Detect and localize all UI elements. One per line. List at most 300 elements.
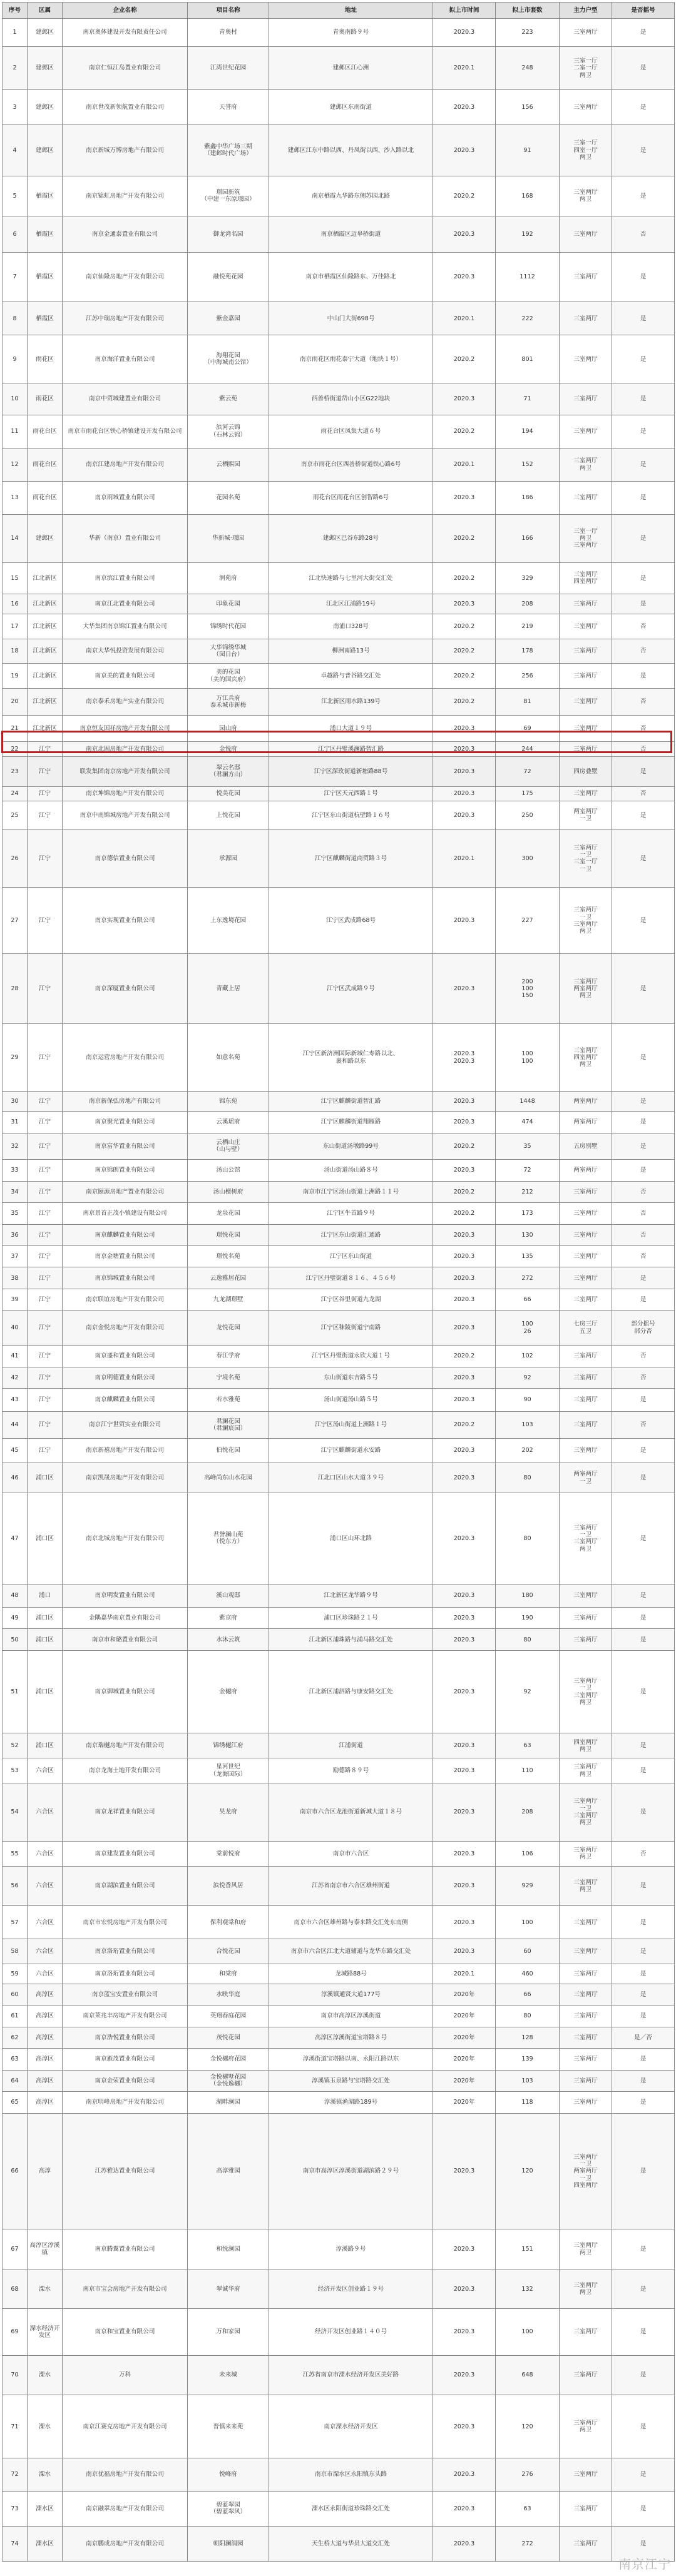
cell-firm: 南京麒麟置业有限公司 xyxy=(63,1224,188,1245)
table-row xyxy=(3,1650,675,1733)
cell-no: 15 xyxy=(3,562,28,594)
cell-proj: 万和家园 xyxy=(188,2309,269,2355)
cell-dist: 浦口区 xyxy=(28,1650,63,1733)
col-addr: 地址 xyxy=(269,3,433,19)
cell-no: 3 xyxy=(3,90,28,125)
cell-lot: 是 xyxy=(612,481,675,514)
cell-num: 66 xyxy=(496,1289,560,1310)
cell-num: 71 xyxy=(496,383,560,415)
cell-addr: 淳溪镇渔湖路189号 xyxy=(269,2092,433,2113)
cell-dist: 江宁 xyxy=(28,829,63,888)
cell-time: 2020年 xyxy=(433,2027,496,2048)
cell-proj: 龙悦花园 xyxy=(188,1311,269,1346)
cell-no: 27 xyxy=(3,888,28,954)
cell-type: 三室两厅 xyxy=(560,1267,612,1289)
cell-proj: 大华锦绣华城 （园日台） xyxy=(188,639,269,664)
cell-lot: 是 xyxy=(612,664,675,689)
cell-num: 1112 xyxy=(496,252,560,302)
cell-firm: 南京富华置业有限公司 xyxy=(63,1133,188,1159)
cell-lot: 否 xyxy=(612,1367,675,1388)
cell-no: 6 xyxy=(3,216,28,252)
cell-lot: 是 xyxy=(612,19,675,47)
cell-time: 2020.3 xyxy=(433,216,496,252)
cell-firm: 万科 xyxy=(63,2355,188,2395)
cell-firm: 南京运营房地产开发有限公司 xyxy=(63,1023,188,1092)
cell-type: 三室两厅 两卫 xyxy=(560,176,612,216)
cell-addr: 江北快速路与七里河大街交汇处 xyxy=(269,562,433,594)
watermark: 南京江宁 xyxy=(618,2557,671,2572)
cell-time: 2020.3 xyxy=(433,1267,496,1289)
cell-time: 2020.1 xyxy=(433,302,496,335)
cell-addr: 南京溧水经济开发区 xyxy=(269,2395,433,2458)
cell-firm: 南京美的置业有限公司 xyxy=(63,664,188,689)
cell-type: 三室两厅 xyxy=(560,2027,612,2048)
cell-lot: 是 xyxy=(612,1463,675,1493)
cell-type: 三室两厅 两卫 xyxy=(560,448,612,481)
cell-addr: 南京栖霞九华路东侧苏园北路 xyxy=(269,176,433,216)
table-row xyxy=(3,2113,675,2229)
cell-type: 三室两厅 xyxy=(560,1584,612,1607)
table-row xyxy=(3,1758,675,1783)
cell-num: 173 xyxy=(496,1203,560,1224)
cell-no: 41 xyxy=(3,1346,28,1367)
cell-lot: 是 xyxy=(612,1758,675,1783)
cell-firm: 南京北固房地产开发有限公司 xyxy=(63,741,188,756)
table-row xyxy=(3,1023,675,1092)
cell-dist: 高淳区 xyxy=(28,1984,63,2005)
cell-firm: 南京市宏悦房地产开发有限公司 xyxy=(63,1906,188,1939)
cell-addr: 江北新区龙华路９号 xyxy=(269,1584,433,1607)
table-row xyxy=(3,252,675,302)
table-row xyxy=(3,1607,675,1628)
cell-time: 2020.3 xyxy=(433,1112,496,1133)
cell-num: 130 xyxy=(496,1224,560,1245)
cell-num: 100 26 xyxy=(496,1311,560,1346)
cell-firm: 南京江赛克房地产开发有限公司 xyxy=(63,2395,188,2458)
cell-type: 三室两厅 xyxy=(560,2092,612,2113)
cell-time: 2020.3 xyxy=(433,1389,496,1412)
cell-num: 128 xyxy=(496,2027,560,2048)
cell-num: 329 xyxy=(496,562,560,594)
cell-lot: 是 xyxy=(612,1733,675,1758)
cell-num: 168 xyxy=(496,176,560,216)
table-row xyxy=(3,2006,675,2027)
cell-no: 43 xyxy=(3,1389,28,1412)
cell-dist: 江北新区 xyxy=(28,562,63,594)
cell-firm: 南京大华悦投资发展有限公司 xyxy=(63,639,188,664)
cell-num: 248 xyxy=(496,47,560,90)
cell-proj: 悦美花园 xyxy=(188,786,269,801)
cell-lot: 否 xyxy=(612,1224,675,1245)
cell-lot: 是 xyxy=(612,1438,675,1463)
cell-type: 三室两厅 xyxy=(560,1389,612,1412)
cell-time: 2020.3 xyxy=(433,888,496,954)
cell-dist: 雨花区 xyxy=(28,335,63,383)
cell-dist: 高淳 xyxy=(28,2113,63,2229)
cell-dist: 江宁 xyxy=(28,1246,63,1267)
cell-addr: 经济开发区创业路１９号 xyxy=(269,2269,433,2309)
cell-addr: 青奥南路９号 xyxy=(269,19,433,47)
cell-proj: 英翔春庭花园 xyxy=(188,2006,269,2027)
cell-type: 三室两厅 两卫 xyxy=(560,2395,612,2458)
cell-lot: 是 xyxy=(612,1112,675,1133)
cell-time: 2020.3 xyxy=(433,1092,496,1112)
cell-proj: 溪山观邸 xyxy=(188,1584,269,1607)
cell-lot: 是 xyxy=(612,562,675,594)
cell-time: 2020年 xyxy=(433,2070,496,2091)
cell-dist: 雨花台区 xyxy=(28,415,63,448)
cell-type: 三室两厅 xyxy=(560,1367,612,1388)
table-row xyxy=(3,614,675,639)
cell-firm: 南京新禧房地产开发有限公司 xyxy=(63,1438,188,1463)
cell-lot: 否 xyxy=(612,689,675,715)
cell-dist: 浦口 xyxy=(28,1584,63,1607)
cell-type: 三室两厅 xyxy=(560,664,612,689)
cell-num: 92 xyxy=(496,1367,560,1388)
cell-firm: 南京新城万博房地产有限公司 xyxy=(63,124,188,176)
cell-type: 三室两厅 xyxy=(560,1984,612,2005)
cell-dist: 溧水 xyxy=(28,2269,63,2309)
cell-firm: 南京滨江置业有限公司 xyxy=(63,562,188,594)
cell-time: 2020.2 xyxy=(433,1203,496,1224)
cell-num: 106 xyxy=(496,1841,560,1866)
table-row xyxy=(3,1866,675,1906)
cell-proj: 和悦澜园 xyxy=(188,2229,269,2269)
cell-type: 七房三厅 五卫 xyxy=(560,1311,612,1346)
cell-addr: 江北区江浦路19号 xyxy=(269,594,433,614)
table-row xyxy=(3,448,675,481)
cell-firm: 南京盛和置业有限公司 xyxy=(63,1346,188,1367)
cell-time: 2020.3 xyxy=(433,1289,496,1310)
cell-proj: 紫鑫中华广场三期 （建邺时代广场） xyxy=(188,124,269,176)
cell-proj: 棠前悦府 xyxy=(188,1841,269,1866)
table-row-highlighted xyxy=(3,756,675,786)
cell-no: 1 xyxy=(3,19,28,47)
cell-proj: 如意名苑 xyxy=(188,1023,269,1092)
table-row xyxy=(3,2355,675,2395)
cell-lot: 是 xyxy=(612,2395,675,2458)
cell-addr: 江宁区丹璧溪澜路智汇路 xyxy=(269,741,433,756)
cell-lot: 是 xyxy=(612,514,675,562)
cell-no: 20 xyxy=(3,689,28,715)
cell-lot: 是 xyxy=(612,1267,675,1289)
cell-time: 2020.3 xyxy=(433,2269,496,2309)
cell-type: 三室两厅 xyxy=(560,2309,612,2355)
cell-num: 178 xyxy=(496,639,560,664)
cell-addr: 浦口区珍珠路２１号 xyxy=(269,1607,433,1628)
cell-proj: 华新城·璟园 xyxy=(188,514,269,562)
cell-proj: 江湾世纪花园 xyxy=(188,47,269,90)
cell-num: 227 xyxy=(496,888,560,954)
cell-proj: 春江学府 xyxy=(188,1346,269,1367)
cell-firm: 南京深厦置业有限公司 xyxy=(63,954,188,1023)
cell-time: 2020.3 xyxy=(433,1463,496,1493)
cell-dist: 江宁 xyxy=(28,1267,63,1289)
cell-time: 2020.2 xyxy=(433,664,496,689)
cell-num: 103 xyxy=(496,2070,560,2091)
table-row xyxy=(3,1964,675,1984)
cell-num: 175 xyxy=(496,786,560,801)
cell-dist: 江宁 xyxy=(28,1181,63,1202)
cell-addr: 雨花台区雨花台区创智路6号 xyxy=(269,481,433,514)
cell-type: 三室一厅 两卫 三室两厅 xyxy=(560,514,612,562)
cell-firm: 南京市和璐置业有限公司 xyxy=(63,1629,188,1650)
cell-firm: 南京浩悦置业有限公司 xyxy=(63,2027,188,2048)
cell-firm: 南京新保弘房地产有限公司 xyxy=(63,1092,188,1112)
cell-type: 三室两厅 xyxy=(560,741,612,756)
cell-num: 103 xyxy=(496,1412,560,1438)
cell-type: 三室两厅 四室两厅 两卫 xyxy=(560,1023,612,1092)
cell-type: 三室两厅 两室两厅 两卫 xyxy=(560,954,612,1023)
cell-lot: 是 xyxy=(612,2049,675,2070)
cell-proj: 金悦樾墅花园 （金悦逸樾） xyxy=(188,2070,269,2091)
cell-num: 120 xyxy=(496,2113,560,2229)
cell-addr: 浦口区山环北路 xyxy=(269,1493,433,1585)
cell-firm: 南京世茂新领航置业有限公司 xyxy=(63,90,188,125)
cell-addr: 江宁区新济洲国际新城仁寿路以北、 裹和路以东 xyxy=(269,1023,433,1092)
cell-lot: 是 xyxy=(612,1964,675,1984)
table-row xyxy=(3,1984,675,2005)
cell-no: 61 xyxy=(3,2006,28,2027)
cell-dist: 江宁 xyxy=(28,1389,63,1412)
cell-dist: 江宁 xyxy=(28,1092,63,1112)
cell-time: 2020.2 xyxy=(433,1412,496,1438)
cell-proj: 印象花园 xyxy=(188,594,269,614)
cell-firm: 南京锦虹房地产开发有限公司 xyxy=(63,176,188,216)
cell-firm: 南京明峰房地产开发有限公司 xyxy=(63,2092,188,2113)
cell-type: 三室两厅 xyxy=(560,1412,612,1438)
cell-dist: 建邺区 xyxy=(28,47,63,90)
cell-lot: 否 xyxy=(612,1246,675,1267)
cell-no: 70 xyxy=(3,2355,28,2395)
cell-dist: 江宁 xyxy=(28,756,63,786)
cell-time: 2020.3 2020.3 xyxy=(433,1023,496,1092)
cell-num: 202 xyxy=(496,1438,560,1463)
table-row xyxy=(3,1092,675,1112)
cell-no: 33 xyxy=(3,1160,28,1181)
table-row xyxy=(3,888,675,954)
cell-lot: 是 xyxy=(612,90,675,125)
cell-firm: 南京仁恒江岛置业有限公司 xyxy=(63,47,188,90)
cell-lot: 是 xyxy=(612,2458,675,2492)
cell-no: 66 xyxy=(3,2113,28,2229)
cell-lot: 是 xyxy=(612,1023,675,1092)
cell-proj: 金悦府 xyxy=(188,741,269,756)
cell-no: 11 xyxy=(3,415,28,448)
cell-time: 2020.2 xyxy=(433,689,496,715)
cell-lot: 否 xyxy=(612,1412,675,1438)
cell-addr: 江宁区深玫街道新塘路88号 xyxy=(269,756,433,786)
table-row xyxy=(3,1783,675,1842)
cell-no: 51 xyxy=(3,1650,28,1733)
cell-num: 152 xyxy=(496,448,560,481)
cell-type: 三室两厅 xyxy=(560,2070,612,2091)
cell-no: 49 xyxy=(3,1607,28,1628)
cell-time: 2020年 xyxy=(433,2092,496,2113)
cell-type: 三室两厅 两卫 xyxy=(560,2269,612,2309)
cell-num: 219 xyxy=(496,614,560,639)
cell-firm: 南京锦城置业有限公司 xyxy=(63,1267,188,1289)
cell-addr: 淳溪镇玉泉路与宝塔路交汇处 xyxy=(269,2070,433,2091)
cell-num: 90 xyxy=(496,1389,560,1412)
cell-type: 三室一厅 四室一厅 两卫 xyxy=(560,124,612,176)
cell-firm: 华新（南京）置业有限公司 xyxy=(63,514,188,562)
cell-addr: 东山街道汤墩路99号 xyxy=(269,1133,433,1159)
cell-firm: 联发集团南京房地产开发有限公司 xyxy=(63,756,188,786)
cell-no: 7 xyxy=(3,252,28,302)
cell-time: 2020.2 xyxy=(433,614,496,639)
cell-num: 648 xyxy=(496,2355,560,2395)
cell-lot: 是 xyxy=(612,252,675,302)
cell-firm: 南京金塘置业有限公司 xyxy=(63,1246,188,1267)
col-dist: 区属 xyxy=(28,3,63,19)
cell-proj: 云逸雅居花园 xyxy=(188,1267,269,1289)
cell-lot: 是 xyxy=(612,2309,675,2355)
cell-firm: 南京腾翼置业有限公司 xyxy=(63,2229,188,2269)
cell-lot: 是 xyxy=(612,756,675,786)
header-row xyxy=(3,3,675,19)
table-row xyxy=(3,2229,675,2269)
cell-dist: 江北新区 xyxy=(28,689,63,715)
cell-no: 69 xyxy=(3,2309,28,2355)
table-row xyxy=(3,2070,675,2091)
cell-type: 四室两厅 两卫 xyxy=(560,1733,612,1758)
table-row xyxy=(3,2049,675,2070)
cell-time: 2020.2 xyxy=(433,639,496,664)
cell-type: 两室两厅 xyxy=(560,1160,612,1181)
cell-no: 28 xyxy=(3,954,28,1023)
cell-dist: 江北新区 xyxy=(28,594,63,614)
cell-lot: 是 xyxy=(612,1607,675,1628)
cell-num: 110 xyxy=(496,1758,560,1783)
cell-addr: 江宁区东山街道汇通路 xyxy=(269,1224,433,1245)
cell-dist: 建邺区 xyxy=(28,19,63,47)
cell-firm: 南京龙祥置业有限公司 xyxy=(63,1783,188,1842)
cell-num: 272 xyxy=(496,1267,560,1289)
cell-time: 2020.3 xyxy=(433,90,496,125)
cell-no: 42 xyxy=(3,1367,28,1388)
cell-time: 2020.3 xyxy=(433,124,496,176)
cell-time: 2020年 xyxy=(433,2049,496,2070)
cell-lot: 是 xyxy=(612,1289,675,1310)
cell-type: 三室两厅 一卫 两室两厅 一卫 四室两厅 xyxy=(560,2113,612,2229)
cell-firm: 南京金通泰置业有限公司 xyxy=(63,216,188,252)
cell-proj: 青奥村 xyxy=(188,19,269,47)
table-row xyxy=(3,715,675,741)
cell-firm: 南京奥体建设开发有限责任公司 xyxy=(63,19,188,47)
cell-no: 74 xyxy=(3,2526,28,2561)
cell-addr: 建邺区巴谷东路28号 xyxy=(269,514,433,562)
cell-proj: 滨河云锦 （石林云锦） xyxy=(188,415,269,448)
cell-type: 三室两厅 xyxy=(560,639,612,664)
cell-lot: 是 xyxy=(612,1939,675,1964)
cell-dist: 六合区 xyxy=(28,1841,63,1866)
table-row xyxy=(3,1267,675,1289)
cell-firm: 南京锦朗置业有限公司 xyxy=(63,1160,188,1181)
cell-addr: 南京市溧水区永阳镇东头路 xyxy=(269,2458,433,2492)
cell-lot: 否 xyxy=(612,1841,675,1866)
cell-lot: 是 xyxy=(612,1866,675,1906)
cell-num: 63 xyxy=(496,2492,560,2527)
cell-no: 65 xyxy=(3,2092,28,2113)
cell-dist: 高淳区 xyxy=(28,2070,63,2091)
cell-proj: 锦东苑 xyxy=(188,1092,269,1112)
cell-firm: 金隅嘉华南京置业有限公司 xyxy=(63,1607,188,1628)
cell-addr: 南京市六合区雄州路与泰来路交汇处东南侧 xyxy=(269,1906,433,1939)
cell-time: 2020.3 xyxy=(433,1584,496,1607)
table-row xyxy=(3,481,675,514)
cell-no: 62 xyxy=(3,2027,28,2048)
cell-lot: 否 xyxy=(612,786,675,801)
table-row xyxy=(3,829,675,888)
cell-lot: 是 xyxy=(612,2006,675,2027)
cell-lot: 是 xyxy=(612,1493,675,1585)
cell-addr: 江宁区武成路９号 xyxy=(269,954,433,1023)
cell-num: 212 xyxy=(496,1181,560,1202)
cell-firm: 南京凯晟房地产开发有限公司 xyxy=(63,1463,188,1493)
cell-type: 三室两厅 一卫 三室两厅 两卫 xyxy=(560,1783,612,1842)
cell-type: 三室两厅 xyxy=(560,90,612,125)
cell-addr: 南京栖霞区迈皋桥街道 xyxy=(269,216,433,252)
cell-time: 2020.3 xyxy=(433,1438,496,1463)
cell-dist: 江宁 xyxy=(28,741,63,756)
cell-no: 59 xyxy=(3,1964,28,1984)
cell-lot: 部分摇号 部分否 xyxy=(612,1311,675,1346)
cell-time: 2020.3 xyxy=(433,2458,496,2492)
cell-firm: 南京恒友国祥房地产开发有限公司 xyxy=(63,715,188,741)
cell-no: 16 xyxy=(3,594,28,614)
table-row xyxy=(3,2092,675,2113)
cell-no: 72 xyxy=(3,2458,28,2492)
cell-addr: 卓越路与普谷路交汇处 xyxy=(269,664,433,689)
cell-addr: 南京市六合区龙池街道新城大道１８号 xyxy=(269,1783,433,1842)
cell-proj: 上东逸境花园 xyxy=(188,888,269,954)
cell-time: 2020.2 xyxy=(433,176,496,216)
cell-proj: 紫云苑 xyxy=(188,383,269,415)
cell-no: 39 xyxy=(3,1289,28,1310)
cell-addr: 江宁区东山街道 xyxy=(269,1246,433,1267)
cell-type: 三室两厅 xyxy=(560,1939,612,1964)
cell-no: 53 xyxy=(3,1758,28,1783)
cell-addr: 江宁区麒麟街道翔雁路 xyxy=(269,1112,433,1133)
cell-type: 三室两厅 xyxy=(560,614,612,639)
cell-type: 三室两厅 xyxy=(560,216,612,252)
cell-type: 三室两厅 xyxy=(560,786,612,801)
cell-proj: 高峰尚东山水花园 xyxy=(188,1463,269,1493)
cell-dist: 溧水 xyxy=(28,2458,63,2492)
cell-dist: 栖霞区 xyxy=(28,302,63,335)
cell-proj: 合悦花园 xyxy=(188,1939,269,1964)
cell-addr: 南京市高淳区淳溪街道湖滨路２９号 xyxy=(269,2113,433,2229)
cell-dist: 江北新区 xyxy=(28,664,63,689)
cell-num: 132 xyxy=(496,2269,560,2309)
cell-time: 2020.3 xyxy=(433,1160,496,1181)
cell-addr: 南京市栖霞区仙隆路东、万佳路北 xyxy=(269,252,433,302)
cell-no: 37 xyxy=(3,1246,28,1267)
cell-type: 三室两厅 xyxy=(560,2492,612,2527)
cell-firm: 南京明发置业有限公司 xyxy=(63,1584,188,1607)
cell-time: 2020.3 xyxy=(433,1939,496,1964)
cell-num: 72 xyxy=(496,756,560,786)
cell-proj: 龙泉花园 xyxy=(188,1203,269,1224)
cell-time: 2020.3 xyxy=(433,2395,496,2458)
table-row xyxy=(3,1906,675,1939)
cell-lot: 是 xyxy=(612,1629,675,1650)
cell-addr: 江宁区天元西路１号 xyxy=(269,786,433,801)
cell-proj: 君澜花园 （君澜宸园） xyxy=(188,1412,269,1438)
cell-no: 64 xyxy=(3,2070,28,2091)
cell-dist: 江宁 xyxy=(28,1112,63,1133)
